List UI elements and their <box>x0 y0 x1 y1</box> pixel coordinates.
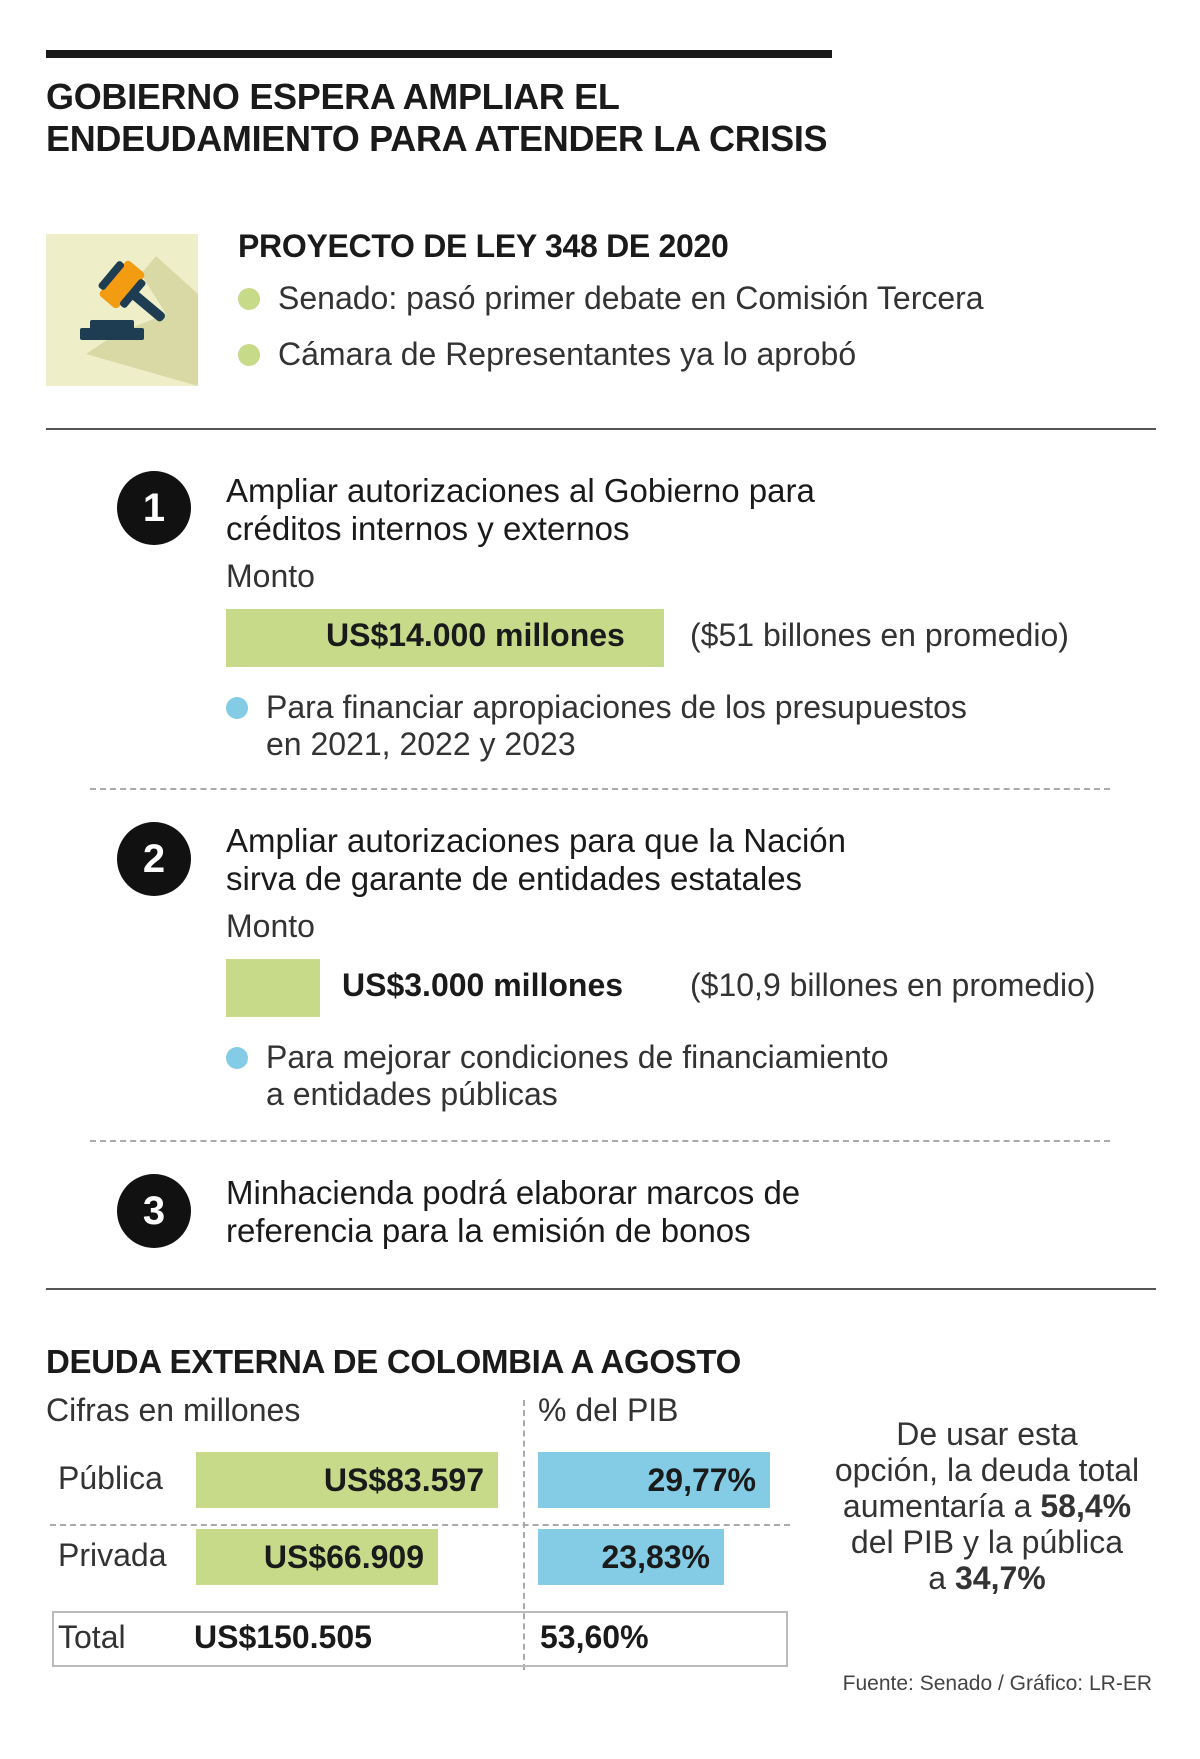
bar-label: US$83.597 <box>323 1461 484 1498</box>
side-note-line <box>812 1560 1162 1596</box>
right-column-header: % del PIB <box>538 1392 679 1428</box>
blue-dot-icon <box>226 697 248 719</box>
project-bullet-text: Senado: pasó primer debate en Comisión Tercera <box>278 280 984 316</box>
source-credit: Fuente: Senado / Gráfico: LR-ER <box>842 1672 1152 1695</box>
item-number-badge: 1 <box>117 471 191 545</box>
item-title-line: sirva de garante de entidades estatales <box>226 860 803 897</box>
total-pib: 53,60% <box>540 1619 649 1655</box>
project-bullet <box>238 280 984 317</box>
purpose-bullet <box>226 689 967 763</box>
bar-amount-privada <box>196 1529 438 1585</box>
headline-line-1: GOBIERNO ESPERA AMPLIAR EL <box>46 76 620 117</box>
row-divider <box>50 1524 790 1526</box>
side-note-text: aumentaría a <box>842 1488 1041 1524</box>
category-label: Pública <box>58 1460 163 1496</box>
green-dot-icon <box>238 288 260 310</box>
amount-value: US$3.000 millones <box>342 967 624 1003</box>
item-title-line: referencia para la emisión de bonos <box>226 1212 751 1249</box>
chart-title: DEUDA EXTERNA DE COLOMBIA A AGOSTO <box>46 1343 742 1380</box>
project-bullet-text: Cámara de Representantes ya lo aprobó <box>278 336 857 372</box>
headline <box>46 76 827 160</box>
category-label: Privada <box>58 1537 167 1573</box>
bar-pib-publica <box>538 1452 770 1508</box>
item-title <box>226 1174 800 1250</box>
bar-label: 29,77% <box>647 1461 756 1498</box>
purpose-line: Para mejorar condiciones de financiamiento <box>266 1039 889 1075</box>
green-dot-icon <box>238 344 260 366</box>
amount-note: ($10,9 billones en promedio) <box>690 967 1096 1003</box>
bar-pib-privada <box>538 1529 724 1585</box>
side-note-highlight: 34,7% <box>954 1560 1046 1596</box>
project-bullet <box>238 336 856 373</box>
total-row <box>52 1611 788 1667</box>
side-note-line: opción, la deuda total <box>834 1452 1140 1488</box>
item-number-badge: 2 <box>117 822 191 896</box>
monto-label: Monto <box>226 908 315 944</box>
item-title <box>226 822 846 898</box>
purpose-line: en 2021, 2022 y 2023 <box>266 726 576 762</box>
left-column-header: Cifras en millones <box>46 1392 301 1428</box>
bar-label: 23,83% <box>601 1538 710 1575</box>
item-number-badge: 3 <box>117 1174 191 1248</box>
purpose-bullet <box>226 1039 889 1113</box>
blue-dot-icon <box>226 1047 248 1069</box>
side-note-text: a <box>928 1560 955 1596</box>
total-label: Total <box>58 1619 126 1655</box>
side-note-line: del PIB y la pública <box>850 1524 1124 1560</box>
gavel-icon <box>46 234 198 386</box>
amount-note: ($51 billones en promedio) <box>690 617 1069 653</box>
item-title <box>226 472 815 548</box>
item-title-line: créditos internos y externos <box>226 510 630 547</box>
amount-bar <box>226 959 320 1017</box>
section-divider <box>46 428 1156 430</box>
project-title: PROYECTO DE LEY 348 DE 2020 <box>238 228 729 264</box>
item-title-line: Ampliar autorizaciones al Gobierno para <box>226 472 815 509</box>
amount-value: US$14.000 millones <box>326 617 625 653</box>
side-note <box>812 1416 1162 1596</box>
headline-line-2: ENDEUDAMIENTO PARA ATENDER LA CRISIS <box>46 118 828 159</box>
total-amount: US$150.505 <box>194 1619 372 1655</box>
monto-label: Monto <box>226 558 315 594</box>
dashed-divider <box>90 1140 1110 1142</box>
section-divider <box>46 1288 1156 1290</box>
side-note-line: De usar esta <box>896 1416 1078 1452</box>
side-note-line <box>812 1488 1162 1524</box>
side-note-highlight: 58,4% <box>1040 1488 1132 1524</box>
bar-amount-publica <box>196 1452 498 1508</box>
item-title-line: Ampliar autorizaciones para que la Nación <box>226 822 847 859</box>
item-title-line: Minhacienda podrá elaborar marcos de <box>226 1174 801 1211</box>
dashed-divider <box>90 788 1110 790</box>
purpose-line: a entidades públicas <box>266 1076 558 1112</box>
purpose-line: Para financiar apropiaciones de los presupuestos <box>266 689 967 725</box>
bar-label: US$66.909 <box>263 1538 424 1575</box>
top-rule <box>46 50 832 58</box>
